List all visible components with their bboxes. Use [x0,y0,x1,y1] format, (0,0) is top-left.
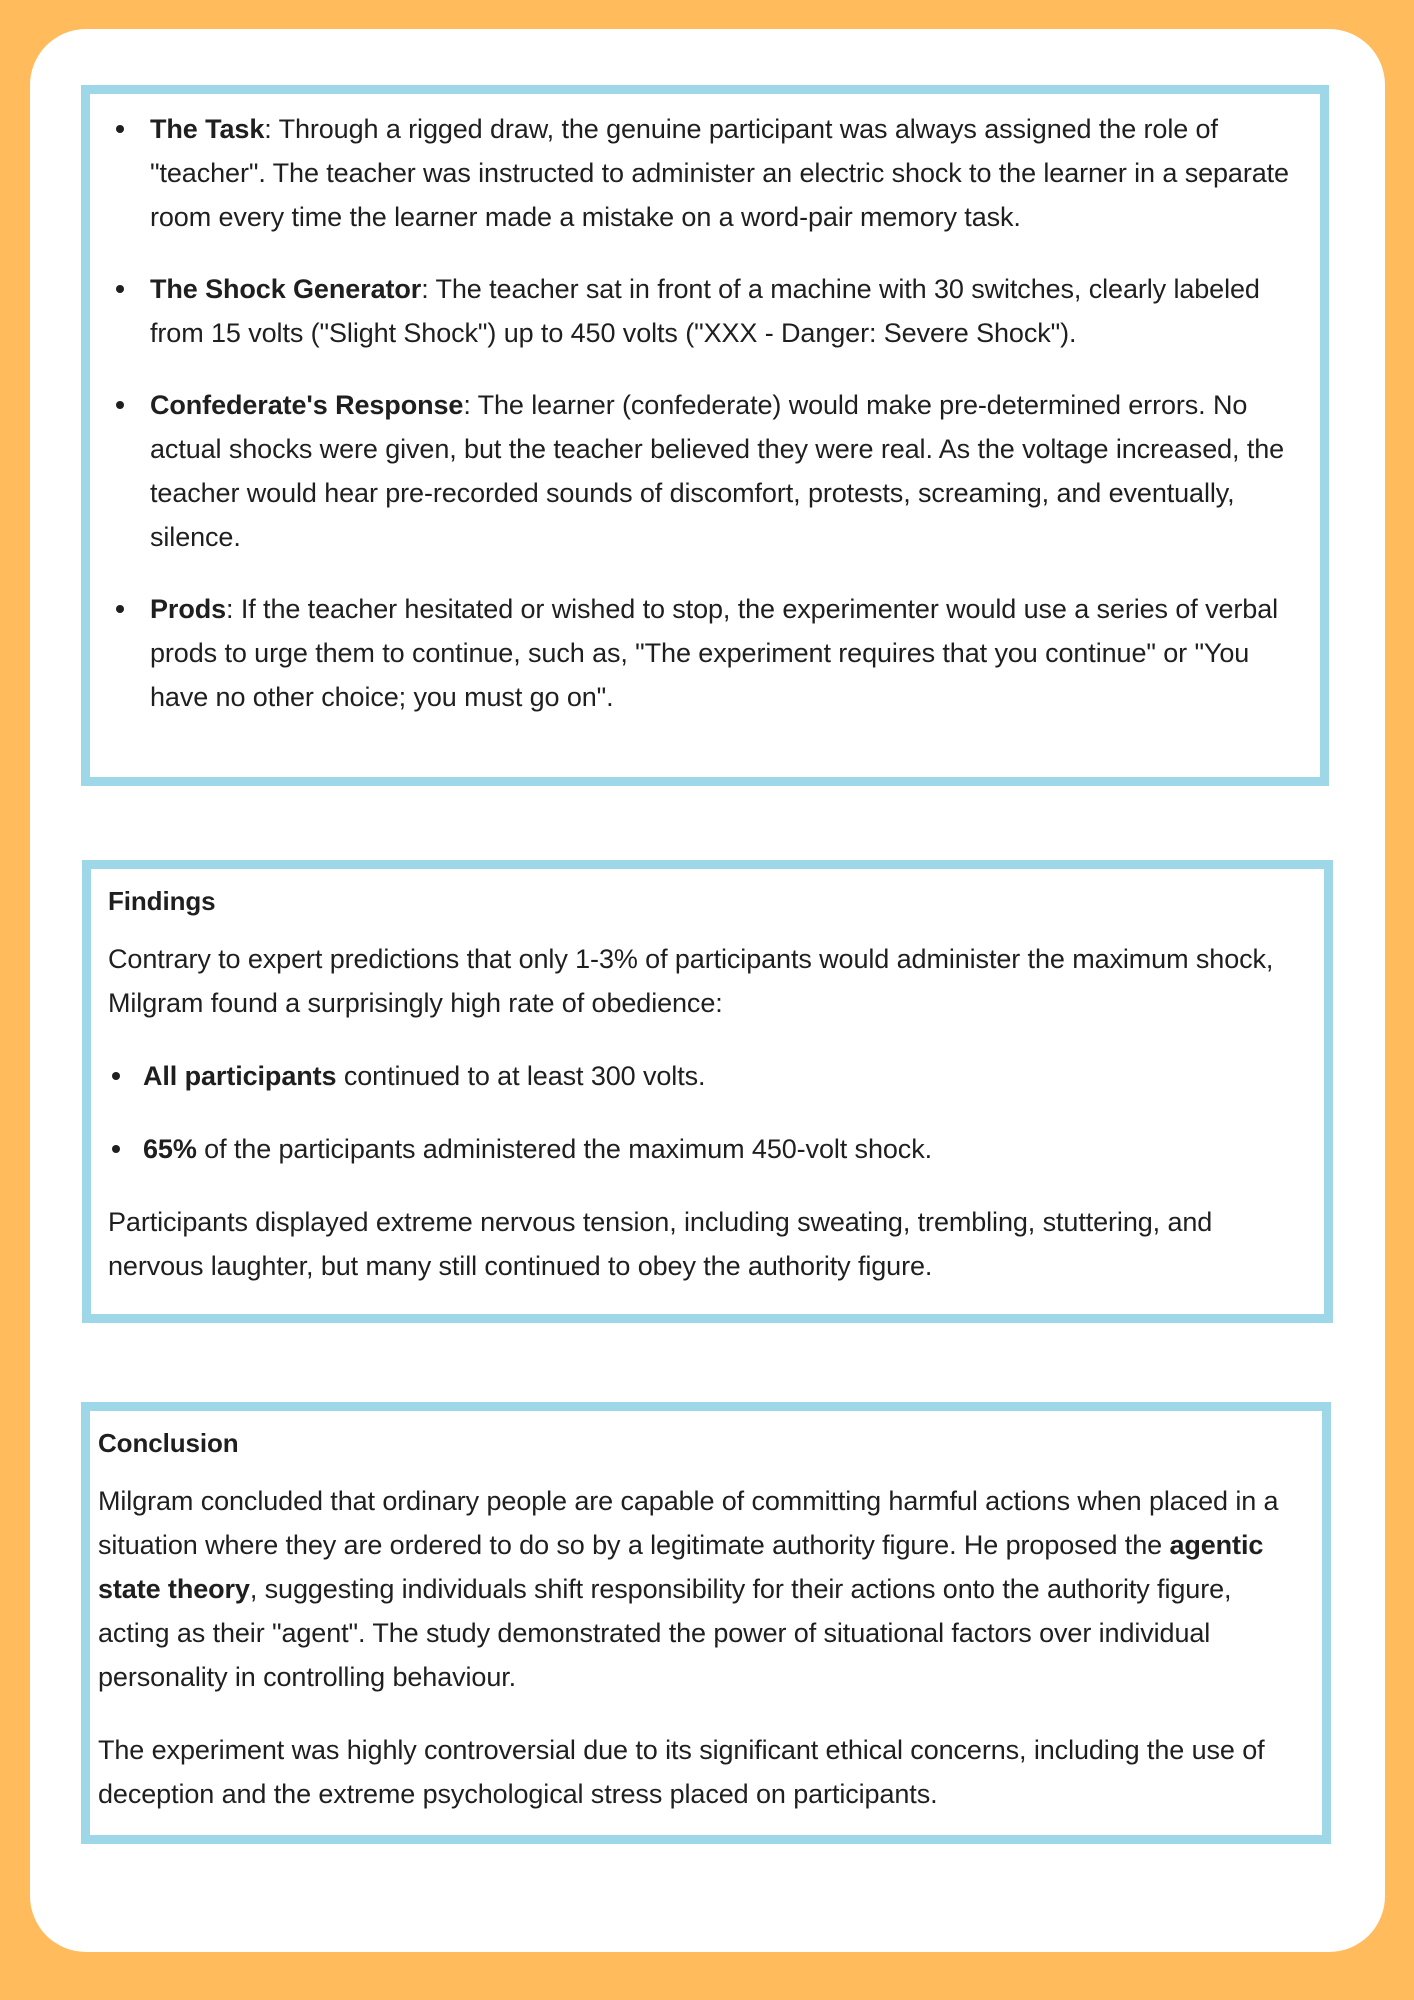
bullet-icon [112,1145,120,1153]
description: : The teacher sat in front of a machine with 30 switches, clearly labeled from 15 volts ("Slight Shock") up to 450 volts ("XXX - Danger: Severe Shock"). [150,274,1260,348]
term: The Task [150,114,265,144]
bullet-icon [116,125,124,133]
term: Prods [150,594,227,624]
findings-intro: Contrary to expert predictions that only 1-3% of participants would administer the maximum shock, Milgram found a surprisingly high rate of obedience: [108,944,1274,1018]
conclusion-box [81,1402,1331,1844]
list-item-65-percent [143,1127,1304,1171]
list-item-all-participants [143,1054,1304,1098]
list-item-the-task [150,107,1300,239]
list-item-confederates-response [150,383,1300,559]
text: , suggesting individuals shift responsibility for their actions onto the authority figure, acting as their "agent". The study demonstrated the power of situational factors over individual personality in controlling behaviour. [98,1574,1232,1692]
procedure-list [90,94,1320,719]
description: : Through a rigged draw, the genuine participant was always assigned the role of "teacher". The teacher was instructed to administer an electric shock to the learner in a separate room every time the learner made a mistake on a word-pair memory task. [150,114,1289,232]
conclusion-paragraph-1 [98,1479,1306,1699]
term: All participants [143,1061,337,1091]
procedure-box [81,85,1329,786]
text: Milgram concluded that ordinary people are capable of committing harmful actions when placed in a situation where they are ordered to do so by a legitimate authority figure. He proposed the [98,1486,1279,1560]
findings-box [82,860,1333,1323]
term: 65% [143,1134,197,1164]
agentic-state-theory: agentic state theory [98,1530,1264,1604]
bullet-icon [116,285,124,293]
bullet-icon [116,605,124,613]
description: of the participants administered the maximum 450-volt shock. [196,1134,932,1164]
findings-list [108,1054,1304,1171]
bullet-icon [116,401,124,409]
list-item-prods [150,587,1300,719]
description: : The learner (confederate) would make pre-determined errors. No actual shocks were given, but the teacher believed they were real. As the voltage increased, the teacher would hear pre-recorded sounds of discomfort, protests, screaming, and eventually, silence. [150,390,1285,552]
bullet-icon [112,1072,120,1080]
list-item-shock-generator [150,267,1300,355]
description: continued to at least 300 volts. [336,1061,706,1091]
term: The Shock Generator [150,274,422,304]
findings-closing: Participants displayed extreme nervous tension, including sweating, trembling, stuttering, and nervous laughter, but many still continued to obey the authority figure. [108,1207,1213,1281]
findings-heading: Findings [108,886,216,916]
conclusion-heading: Conclusion [98,1428,239,1458]
conclusion-paragraph-2: The experiment was highly controversial due to its significant ethical concerns, including the use of deception and the extreme psychological stress placed on participants. [98,1735,1265,1809]
term: Confederate's Response [150,390,464,420]
description: : If the teacher hesitated or wished to stop, the experimenter would use a series of verbal prods to urge them to continue, such as, "The experiment requires that you continue" or "You have no other choice; you must go on". [150,594,1279,712]
